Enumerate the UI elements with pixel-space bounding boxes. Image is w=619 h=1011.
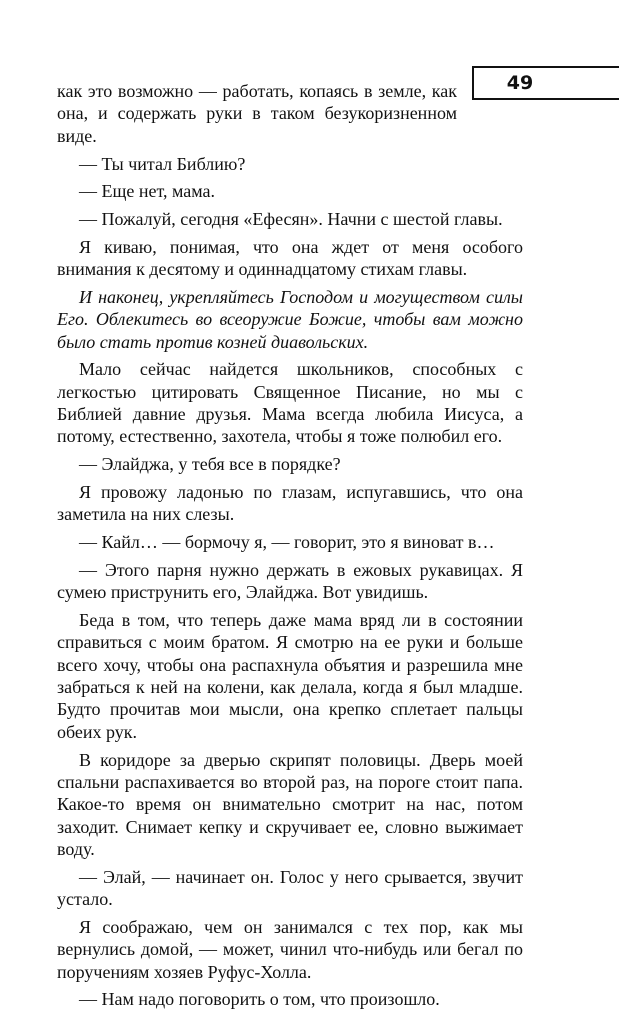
paragraph: — Ты читал Библию? [79,153,246,174]
paragraph: — Элай, — начинает он. Голос у него срывается, звучит устало. [57,866,523,910]
paragraph: Я соображаю, чем он занимался с тех пор, как мы вернулись домой, — может, чинил что-нибудь или бегал по поручениям хозяев Руфус-Холла. [57,916,523,982]
paragraph: Беда в том, что теперь даже мама вряд ли в состоянии справиться с моим братом. Я смотрю на ее руки и больше всего хочу, чтобы она распахнула объятия и разрешила мне забраться к ней на колени, как делала, когда я был младше. Будто прочитав мои мысли, она крепко сплетает пальцы обеих рук. [57,609,523,742]
paragraph: Я провожу ладонью по глазам, испугавшись, что она заметила на них слезы. [57,481,523,525]
body-text [57,80,523,1011]
paragraph: Я киваю, понимая, что она ждет от меня особого внимания к десятому и одиннадцатому стихам главы. [57,236,523,280]
scripture-quote: И наконец, укрепляйтесь Господом и могуществом силы Его. Облекитесь во всеоружие Божие, чтобы вам можно было стать против козней диавольских. [57,286,523,352]
paragraph: — Элайджа, у тебя все в порядке? [79,454,341,475]
paragraph: — Пожалуй, сегодня «Ефесян». Начни с шестой главы. [79,208,503,229]
paragraph: — Еще нет, мама. [79,181,215,202]
paragraph: Мало сейчас найдется школьников, способных с легкостью цитировать Священное Писание, но мы с Библией давние друзья. Мама всегда любила Иисуса, а потому, естественно, захотела, чтобы я тоже полюбил его. [57,359,523,447]
paragraph: — Этого парня нужно держать в ежовых рукавицах. Я сумею приструнить его, Элайджа. Вот увидишь. [57,559,523,603]
paragraph: — Нам надо поговорить о том, что произошло. [79,989,440,1010]
page-number: 49 [506,72,534,94]
paragraph: — Кайл… — бормочу я, — говорит, это я виноват в… [79,531,495,552]
paragraph: как это возможно — работать, копаясь в земле, как она, и содержать руки в таком безукоризненном виде. [57,81,457,146]
paragraph: В коридоре за дверью скрипят половицы. Дверь моей спальни распахивается во второй раз, на пороге стоит папа. Какое-то время он внимательно смотрит на нас, потом заходит. Снимает кепку и скручивает ее, словно выжимает воду. [57,749,523,860]
